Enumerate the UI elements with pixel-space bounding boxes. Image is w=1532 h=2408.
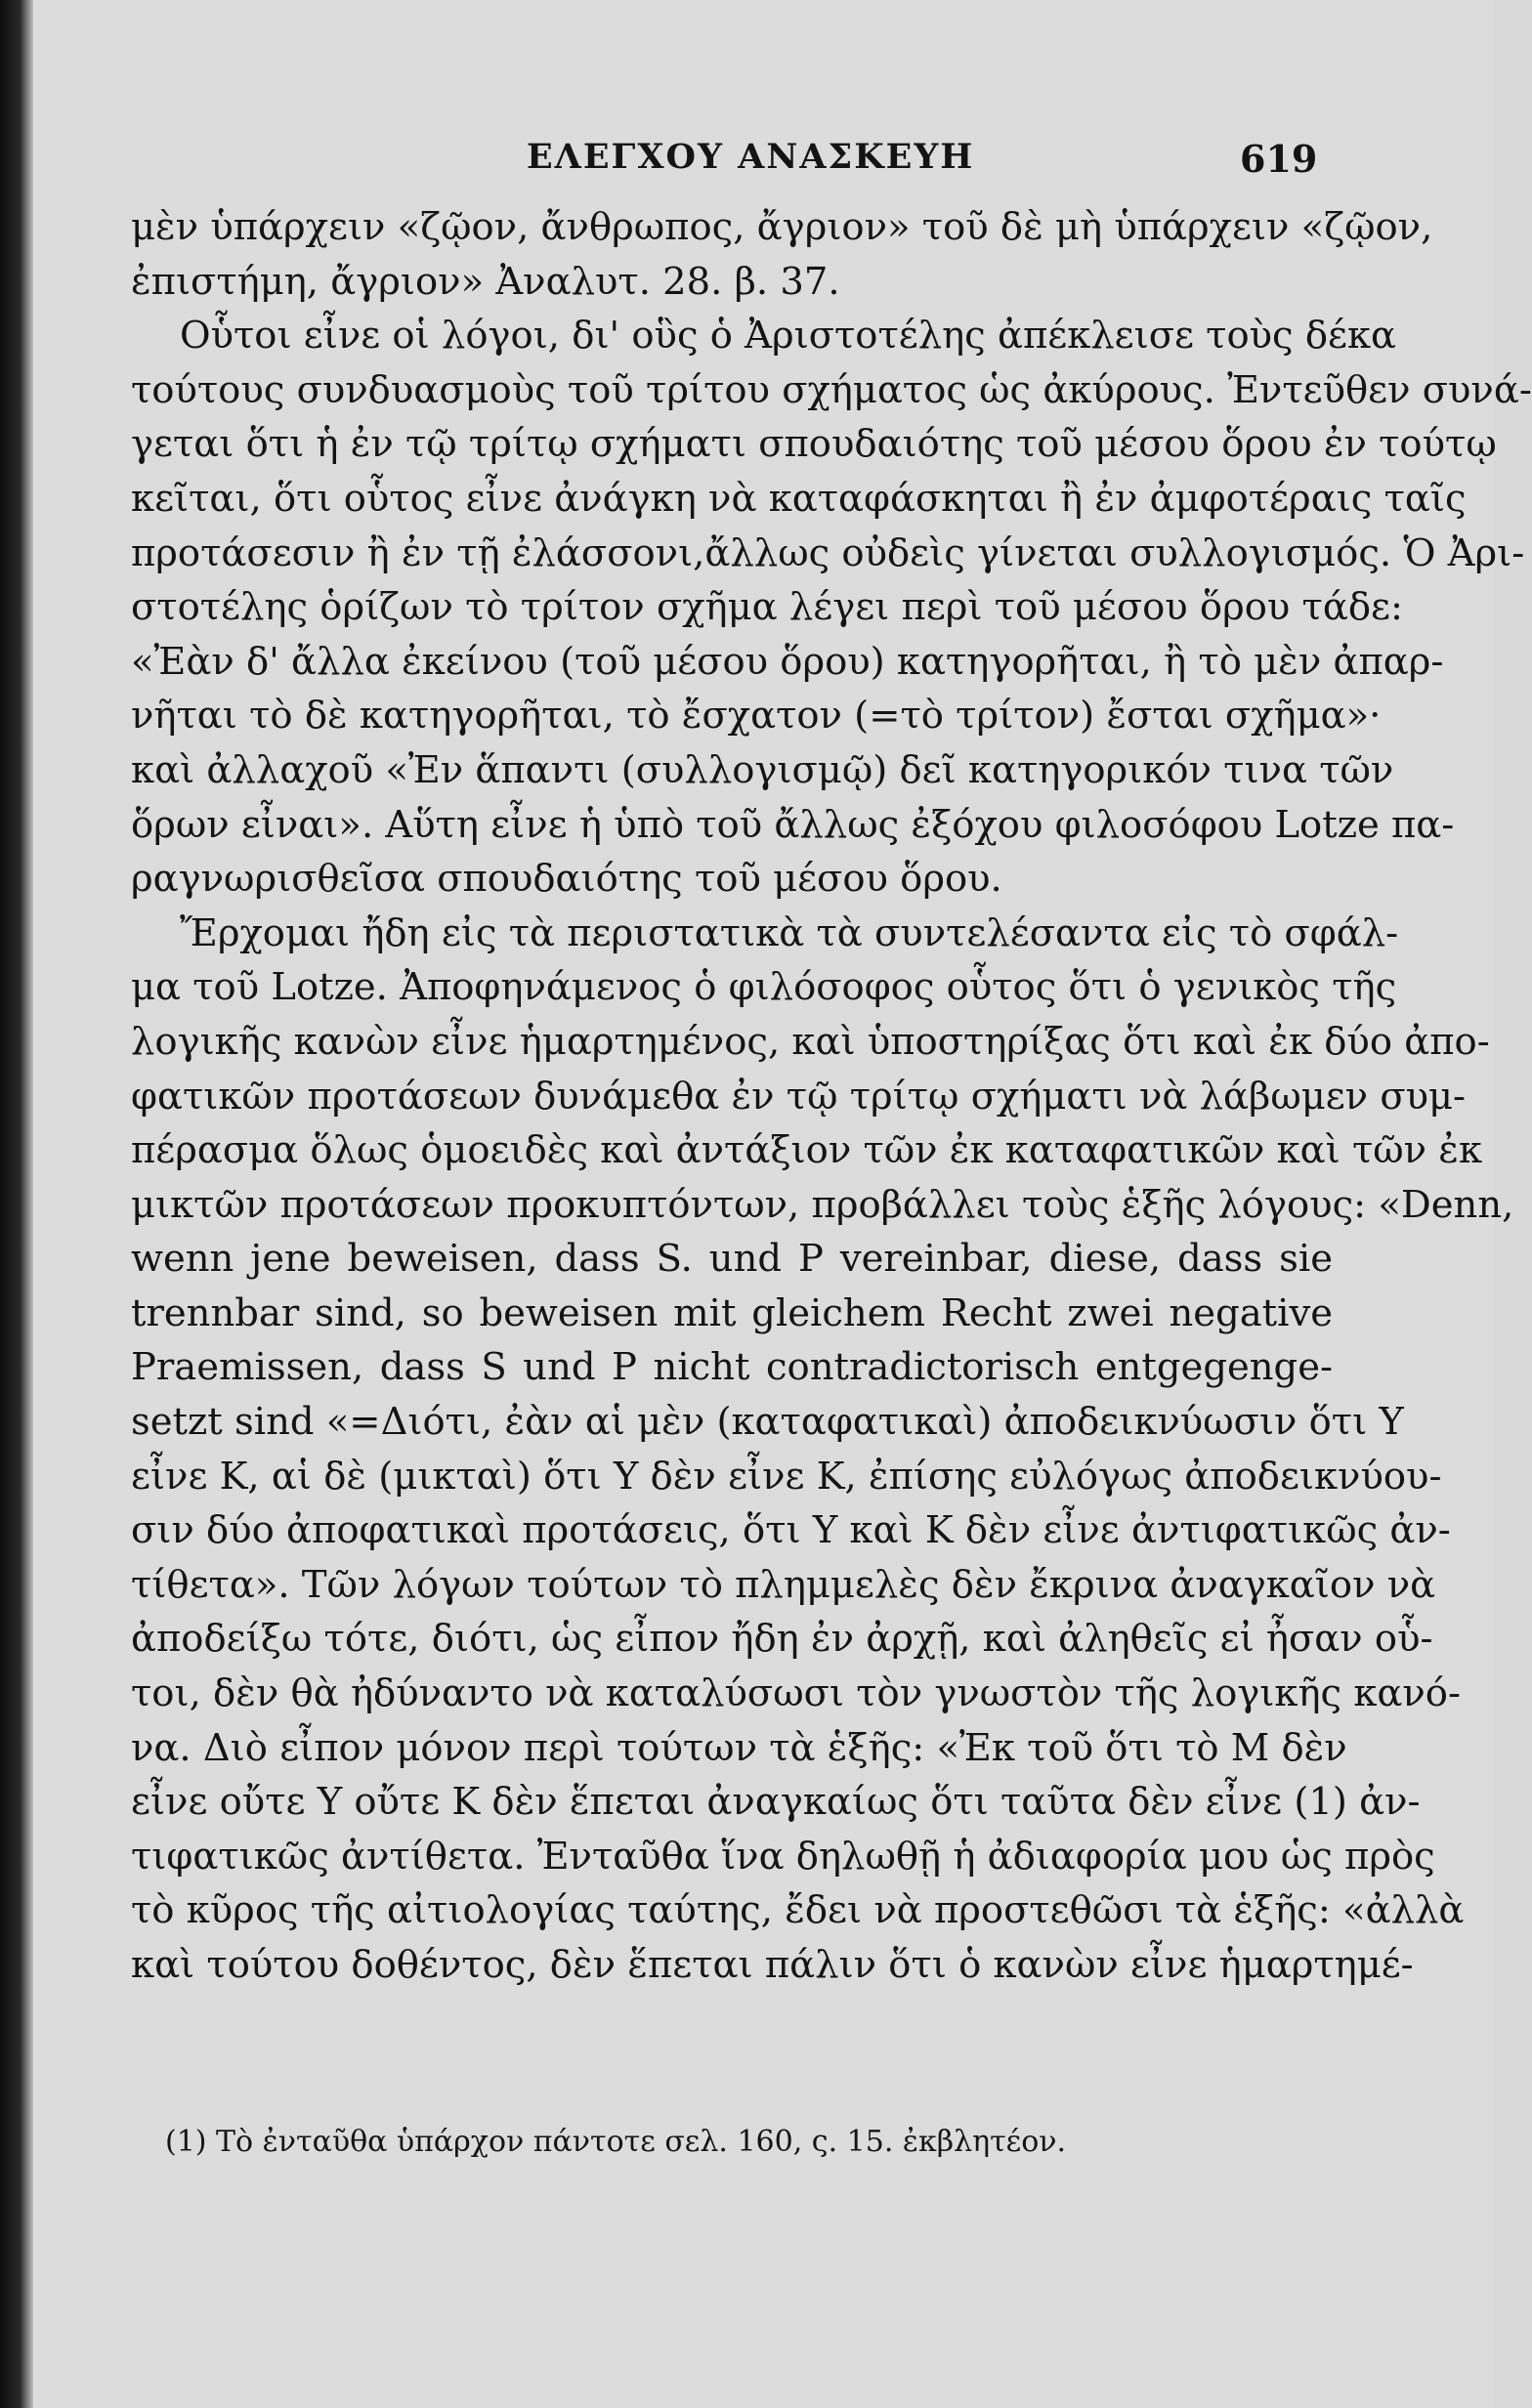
text-line: τίθετα». Τῶν λόγων τούτων τὸ πλημμελὲς δὲν ἔκρινα ἀναγκαῖον νὰ <box>131 1562 1436 1607</box>
page-header <box>33 137 1494 195</box>
text-line: τιφατικῶς ἀντίθετα. Ἐνταῦθα ἵνα δηλωθῇ ἡ ἀδιαφορία μου ὡς πρὸς <box>131 1834 1435 1879</box>
text-line: να. Διὸ εἶπον μόνον περὶ τούτων τὰ ἑξῆς: «Ἐκ τοῦ ὅτι τὸ Μ δὲν <box>131 1725 1347 1770</box>
text-line: Οὗτοι εἶνε οἱ λόγοι, δι' οὓς ὁ Ἀριστοτέλης ἀπέκλεισε τοὺς δέκα <box>180 314 1397 359</box>
text-line: ἀποδείξω τότε, διότι, ὡς εἶπον ἤδη ἐν ἀρχῇ, καὶ ἀληθεῖς εἰ ἦσαν οὗ- <box>131 1617 1433 1662</box>
text-line: εἶνε οὔτε Υ οὔτε Κ δὲν ἕπεται ἀναγκαίως ὅτι ταῦτα δὲν εἶνε (1) ἀν- <box>131 1780 1421 1825</box>
text-line: καὶ τούτου δοθέντος, δὲν ἕπεται πάλιν ὅτι ὁ κανὼν εἶνε ἡμαρτημέ- <box>131 1943 1414 1987</box>
text-line: τοι, δὲν θὰ ἠδύναντο νὰ καταλύσωσι τὸν γνωστὸν τῆς λογικῆς κανό- <box>131 1671 1461 1716</box>
text-line: στοτέλης ὁρίζων τὸ τρίτον σχῆμα λέγει περὶ τοῦ μέσου ὅρου τάδε: <box>131 585 1403 630</box>
text-line: setzt sind «=Διότι, ἐὰν αἱ μὲν (καταφατικαὶ) ἀποδεικνύωσιν ὅτι Υ <box>131 1400 1404 1445</box>
text-line: «Ἐὰν δ' ἄλλα ἐκείνου (τοῦ μέσου ὅρου) κατηγορῆται, ἢ τὸ μὲν ἀπαρ- <box>131 639 1444 684</box>
text-line: προτάσεσιν ἢ ἐν τῇ ἐλάσσονι,ἄλλως οὐδεὶς γίνεται συλλογισμός. Ὁ Ἀρι- <box>131 530 1525 575</box>
text-line: μικτῶν προτάσεων προκυπτόντων, προβάλλει τοὺς ἑξῆς λόγους: «Denn, <box>131 1182 1514 1227</box>
body-text <box>131 200 1532 1993</box>
text-line: wenn jene beweisen, dass S. und P vereinbar, diese, dass sie <box>131 1237 1333 1282</box>
page-number: 619 <box>1240 137 1318 181</box>
text-line: ὅρων εἶναι». Αὕτη εἶνε ἡ ὑπὸ τοῦ ἄλλως ἐξόχου φιλοσόφου Lotze πα- <box>131 802 1455 847</box>
text-line: λογικῆς κανὼν εἶνε ἡμαρτημένος, καὶ ὑποστηρίξας ὅτι καὶ ἐκ δύο ἀπο- <box>131 1019 1490 1064</box>
text-line: trennbar sind, so beweisen mit gleichem Recht zwei negative <box>131 1290 1333 1335</box>
text-line: ἐπιστήμη, ἄγριον» Ἀναλυτ. 28. β. 37. <box>131 259 840 304</box>
footnote: (1) Τὸ ἐνταῦθα ὑπάρχον πάντοτε σελ. 160, ς. 15. ἐκβλητέον. <box>165 2125 1067 2159</box>
text-line: ραγνωρισθεῖσα σπουδαιότης τοῦ μέσου ὅρου. <box>131 857 1002 902</box>
running-title: ΕΛΕΓΧΟΥ ΑΝΑΣΚΕΥΗ <box>527 137 975 177</box>
book-spine-shadow <box>0 0 33 2408</box>
text-line: εἶνε Κ, αἱ δὲ (μικταὶ) ὅτι Υ δὲν εἶνε Κ, ἐπίσης εὐλόγως ἀποδεικνύου- <box>131 1454 1442 1499</box>
text-line: Praemissen, dass S und P nicht contradictorisch entgegenge- <box>131 1345 1333 1390</box>
text-line: τούτους συνδυασμοὺς τοῦ τρίτου σχήματος ὡς ἀκύρους. Ἐντεῦθεν συνά- <box>131 367 1532 412</box>
text-line: σιν δύο ἀποφατικαὶ προτάσεις, ὅτι Υ καὶ Κ δὲν εἶνε ἀντιφατικῶς ἀν- <box>131 1508 1451 1553</box>
text-line: καὶ ἀλλαχοῦ «Ἐν ἅπαντι (συλλογισμῷ) δεῖ κατηγορικόν τινα τῶν <box>131 747 1394 792</box>
text-line: τὸ κῦρος τῆς αἰτιολογίας ταύτης, ἔδει νὰ προστεθῶσι τὰ ἑξῆς: «ἀλλὰ <box>131 1888 1465 1933</box>
text-line: γεται ὅτι ἡ ἐν τῷ τρίτῳ σχήματι σπουδαιότης τοῦ μέσου ὅρου ἐν τούτῳ <box>131 422 1497 467</box>
text-line: φατικῶν προτάσεων δυνάμεθα ἐν τῷ τρίτῳ σχήματι νὰ λάβωμεν συμ- <box>131 1074 1467 1119</box>
text-line: νῆται τὸ δὲ κατηγορῆται, τὸ ἔσχατον (=τὸ τρίτον) ἔσται σχῆμα»· <box>131 694 1382 739</box>
text-line: Ἔρχομαι ἤδη εἰς τὰ περιστατικὰ τὰ συντελέσαντα εἰς τὸ σφάλ- <box>180 910 1399 955</box>
text-line: μὲν ὑπάρχειν «ζῷον, ἄνθρωπος, ἄγριον» τοῦ δὲ μὴ ὑπάρχειν «ζῷον, <box>131 205 1433 249</box>
book-page <box>33 0 1532 2408</box>
text-line: κεῖται, ὅτι οὗτος εἶνε ἀνάγκη νὰ καταφάσκηται ἢ ἐν ἀμφοτέραις ταῖς <box>131 476 1467 521</box>
text-line: πέρασμα ὅλως ὁμοειδὲς καὶ ἀντάξιον τῶν ἐκ καταφατικῶν καὶ τῶν ἐκ <box>131 1128 1483 1173</box>
text-line: μα τοῦ Lotze. Ἀποφηνάμενος ὁ φιλόσοφος οὗτος ὅτι ὁ γενικὸς τῆς <box>131 965 1397 1010</box>
